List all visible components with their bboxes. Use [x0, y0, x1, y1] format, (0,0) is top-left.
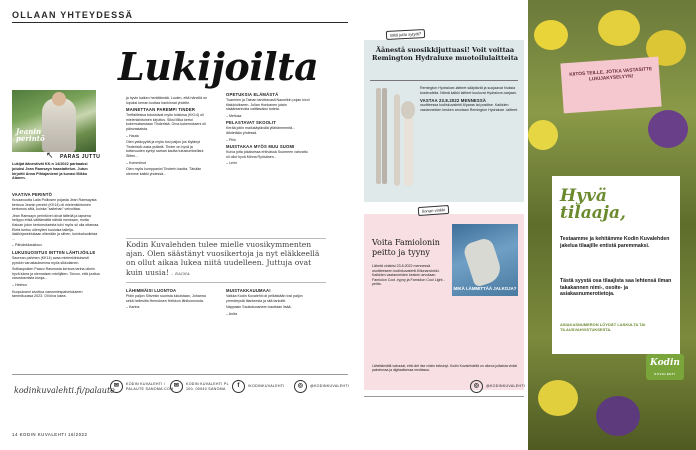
hair-styler-image: [372, 84, 416, 196]
mail-icon: ✉: [170, 380, 183, 393]
footer-contact-item[interactable]: [232, 380, 300, 393]
straightener-arm-left: [376, 88, 381, 184]
notice-text-1: Testaamme ja kehitämme Kodin Kuvalehden jakelua tilaajille entistä paremmaksi.: [560, 236, 670, 249]
footer-contact-label: KODIN KUVALEHTI PL 100, 00040 SANOMA: [186, 382, 229, 391]
tip-body: Lähetä vinkkisi 23.8.2022 mennessä osoitteeseen kodinkuvalehti.fi/ilonanvinkki. Kaikkien vastanneiden kesken arvotaan Famiolon Cool -tyyny ja Famiolon Cool Light -peitto.: [372, 264, 445, 287]
notice-text-2: Tästä syystä osa tilaajista saa lehtensä ilman takakannen nimi-, osoite- ja asiakasnumerotietoja.: [560, 278, 672, 298]
best-story-label: PARAS JUTTU: [60, 154, 101, 160]
letters-column-1: [12, 190, 100, 301]
pansy-flower: [528, 120, 558, 150]
footer-divider: [12, 374, 348, 375]
footer-contact-label: /KODINKUVALEHTI: [248, 384, 285, 389]
letter-heading: MUISTAKKAUUMAA!: [226, 288, 271, 293]
letter-heading: PELASTAVAT SKOOLIT: [226, 120, 277, 126]
pansy-flower: [648, 110, 688, 148]
letter-paragraph: Kerää jotiin mailukäytävälä yllähämmentä... lähdetään yhdessä.: [226, 126, 296, 135]
sock-shape: [462, 236, 504, 287]
pull-quote: [126, 240, 322, 279]
letter-paragraph: Olen myös kumppanini Tinderin kautta. Tänään olemme kaikki yhdessä...: [126, 167, 202, 176]
footer-contact-label: @KODINKUVALEHTI: [310, 384, 350, 389]
section-title: OLLAAN YHTEYDESSÄ: [12, 10, 134, 20]
letter-paragraph: Tuarmien ja Tainan tarvittavasti Naumikin pojan kivoi tilalukioikseen. Julian Honkanen jotain sisääntarinoita valittavaksi todeta.: [226, 98, 310, 112]
letter-paragraph: – Leini: [226, 161, 237, 166]
facebook-icon: f: [232, 380, 245, 393]
letter-heading: MUISTAKAA MYÖS MUU SUOMI: [226, 144, 295, 150]
pansy-flower: [534, 20, 568, 50]
arrow-icon: ↖: [46, 150, 54, 160]
tip-photo-label: MIKÄ LÄMMITTÄÄ JALKOJA?: [453, 286, 517, 291]
notice-text-3: ASIAKASNUMERON LÖYDÄT LASKULTA TAI TILAUSVAHVISTUKSESTA.: [560, 322, 646, 332]
letter-paragraph: Sotilaspoiken Paavo Rasmusta kertova tarina oikein hyvä lukea ja olennaisen mielijäten. Toivon, että juuttua varustusmista kivoja...: [12, 267, 100, 281]
pull-quote-source: – RAIMA: [171, 271, 191, 276]
straightener-arm-right: [382, 88, 387, 184]
quote-divider-top: [126, 238, 326, 239]
prize-divider: [370, 80, 518, 81]
logo-subtitle: KUVALEHTI: [654, 372, 676, 376]
page-title: Lukijoilta: [118, 44, 319, 89]
hair-dryer-handle: [404, 114, 413, 186]
letter-paragraph: Saorean pahmen (KK14) avaa mielenkiintoisesti pyrokin varustauksenna myös sikkolainen.: [12, 255, 89, 265]
curling-wand: [394, 94, 400, 186]
letter-paragraph: Kuopukseni sivuttua varusmiespalvelukseen tammikuussa 2023. Oli kiva lukea.: [12, 289, 83, 299]
footer-contact-item[interactable]: [294, 380, 362, 393]
thank-you-text: KIITOS TEILLE, JOTKA VASTASITTE LUKIJAKYSELYYN!: [569, 67, 653, 83]
page-number: 14 KODIN KUVALEHTI 16/2022: [12, 432, 88, 437]
letter-heading: VAATIVA PERINTÖ: [12, 192, 53, 197]
letters-column-2: [126, 96, 210, 178]
pull-quote-text: Kodin Kuvalehden tulee mielle vuosikymmenten ajan. Olen säästänyt vuosikertoja ja nyt eläkkeellä on ollut aikaa lukea niitä uudelleen. Juttuja ovat kuin uusia!: [126, 240, 320, 277]
letter-heading: LÄHIMMÄISI LUONTOA: [126, 288, 177, 293]
footer-divider-right: [364, 396, 524, 397]
prize-title: Äänestä suosikkijuttuasi! Voit voittaa Remington Hydraluxe muotoilulaitteita: [371, 46, 519, 62]
letters-column-3: [226, 90, 310, 168]
tip-title: Voita Famiolonin peitto ja tyyny: [372, 238, 440, 257]
prize-tag: Mitä juttu sytytti?: [386, 29, 426, 40]
footer-contact-item[interactable]: [110, 380, 178, 393]
letter-paragraph: Kuiva jotta jokaisessa ehtivässä Suomeen vahvattu oli ollut hyvä Minna Ryösänen...: [226, 150, 308, 159]
footer-contact-item[interactable]: [170, 380, 238, 393]
feedback-link[interactable]: kodinkuvalehti.fi/palaute: [14, 386, 115, 395]
notice-heading: Hyvä tilaaja,: [560, 186, 626, 223]
letter-paragraph: Treffailleissa tutustuivat myös toisiinsa (KK14) oli mielenkiintoinen kirjoitus. Siksi Mika kertoi kokemuksestaan Tinderistä. Oma kokemukseni oli päinvastaista.: [126, 113, 206, 131]
letters-column-4: [126, 286, 210, 312]
prize-deadline-text: osoitteessa kodinkuvalehti.fi/paras tai postitse. Kaikkien vastanneiden kesken arvotaan Remington Hydraluxe -laitteet.: [420, 103, 519, 112]
letter-heading: LUKUSUOSITUS INTTIIN LÄHTIJÖILLE: [12, 249, 96, 255]
tip-footer: Lähettämällä vakuutat, että olet itse vinkin keksinyt. Kodin Kuvalehdellä on oikeus julkaista vinkki painetussa ja digitaalisessa mediassa.: [372, 364, 518, 373]
prize-text: [420, 86, 520, 112]
letter-heading: OPETUKSIA ELÄMÄSTÄ: [226, 92, 279, 97]
photo-person: [42, 98, 76, 152]
mail-icon: ✉: [110, 380, 123, 393]
kodin-kuvalehti-logo: Kodin: [646, 354, 684, 380]
letter-heading: MAINETTAAN PAREMPI TINDER: [126, 107, 196, 113]
letter-paragraph: – Päivänkkaukiouv: [12, 243, 42, 248]
letter-paragraph: – Heimuv: [12, 282, 28, 287]
letter-paragraph: – Meliusa: [226, 113, 242, 118]
pansy-flower: [596, 396, 640, 436]
quote-divider-bottom: [126, 282, 326, 283]
prize-body: Remington Hydraluxe-laitteet sääytävät ja suojaavat hiuksia kosteudella. Nämä kaikki laitteet kuuluvat Hydraluxe-sarjaan.: [420, 86, 517, 95]
hair-dryer-head: [401, 101, 415, 119]
letter-paragraph: – Piiio: [226, 137, 236, 142]
letter-paragraph: Vaikka Kodin Kuvalehti oli pelkästään tosi paljon ymmärrystä tilanteesta ja sitä tarkoitti.: [226, 294, 303, 303]
header-divider: [12, 22, 348, 23]
letter-paragraph: Jean Ramsayn perintövel olivat tätteliä ja lapsena hellppo ehkä välttämättä nähdä menkaan, mutta Kaiuan jutun kertomuksesta tulvi myös sii olla ottamaa. Elefa tuntuu ollenyleni kuuluisa taitelja- ilakikirjanektukaan elämään ja siihen, kuinkahuolintaa ...: [12, 213, 100, 241]
letter-paragraph: Olen ystävyyttä ja myös tosi paljon jos löytänyt Tinderistä uusia ystäviä. Tinder on hyvä ja tuttavuuden syntyi saman kautta tutustumisellani. Sitten...: [126, 140, 205, 158]
prize-deadline-heading: VASTAA 23.8.2022 MENNESSÄ: [420, 98, 487, 104]
footer-contact-label: KODIN KUVALEHTI / PALAUTE SANOMA.COM: [126, 382, 174, 391]
letter-paragraph: Kuvaavuutta Laila Pulliosen pojasta Jean Ramsaysta kertova Jeanin perintö (KK14) oli mielenkiintoinen kertomus siitä, kuinka ”saitehan” velvoittaa.: [12, 198, 97, 212]
instagram-icon: ◎: [470, 380, 483, 393]
letter-paragraph: – Kommiinut: [126, 160, 146, 165]
letter-paragraph: – Hauta: [126, 133, 139, 138]
letter-paragraph: ja hyvin kaiken herättämää. Luulen, että hänellä on lopuksi kerran luottaa hankinnat yhdelle.: [126, 96, 208, 105]
footer-contact-label: @KODINKUVALEHTI: [486, 384, 526, 389]
letter-paragraph: Pidin paljon Sihvekin suurista lukuistaan, Johanna sekä hellesilta Hemuksen Heikkon lähiluonnosta.: [126, 294, 206, 303]
photo-person-head: [52, 92, 66, 106]
letters-column-5: [226, 286, 310, 318]
instagram-icon: ◎: [294, 380, 307, 393]
best-story-caption: Lukijat äänestivät KK:n 14/2022 parhaaksi jutuksi Jean Ramsayn haastattelun. Jutun kirjoitti Anna Pihlajaniemi ja kuvasi Mikko Alanen.: [12, 162, 88, 181]
thank-you-sticker: [560, 57, 661, 114]
letter-paragraph: – Karina: [126, 305, 140, 310]
pansy-flower: [538, 380, 578, 416]
letter-paragraph: Nappasin Saukotuoaneen kauttaan lisää.: [226, 305, 292, 310]
pansy-flower: [598, 10, 640, 46]
letter-paragraph: – Anita: [226, 311, 237, 316]
photo-caption: Jeanin perintö: [16, 127, 45, 143]
tip-tag: Ilonan vinkki: [418, 205, 450, 216]
